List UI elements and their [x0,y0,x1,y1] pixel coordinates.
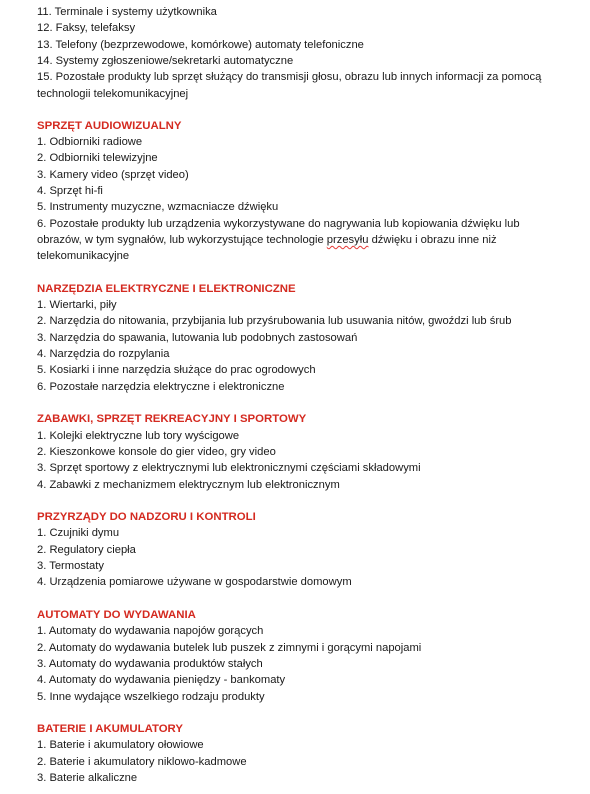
section-heading-monitoring: PRZYRZĄDY DO NADZORU I KONTROLI [37,511,256,523]
list-item: technologii telekomunikacyjnej [37,88,189,100]
list-item: 6. Pozostałe narzędzia elektryczne i elektroniczne [37,381,285,393]
list-item-text: obrazów, w tym sygnałów, lub wykorzystujące technologie [37,234,324,246]
list-item-wrapped [37,232,557,248]
list-item: 6. Pozostałe produkty lub urządzenia wykorzystywane do nagrywania lub kopiowania dźwięku lub [37,218,520,230]
spellcheck-underlined-word: przesyłu [326,234,369,246]
list-item: 3. Automaty do wydawania produktów stałych [37,658,263,670]
list-item: 15. Pozostałe produkty lub sprzęt służący do transmisji głosu, obrazu lub innych informacji za pomocą [37,71,542,83]
list-item: 4. Urządzenia pomiarowe używane w gospodarstwie domowym [37,576,352,588]
list-item: 3. Baterie alkaliczne [37,772,138,784]
list-item: 1. Baterie i akumulatory ołowiowe [37,739,204,751]
list-item: 4. Automaty do wydawania pieniędzy - bankomaty [37,674,286,686]
list-item: telekomunikacyjne [37,250,130,262]
section-heading-vending: AUTOMATY DO WYDAWANIA [37,609,196,621]
list-item: 2. Kieszonkowe konsole do gier video, gry video [37,446,276,458]
list-item: 4. Zabawki z mechanizmem elektrycznym lub elektronicznym [37,479,340,491]
list-item: 1. Kolejki elektryczne lub tory wyścigowe [37,430,240,442]
list-item: 14. Systemy zgłoszeniowe/sekretarki automatyczne [37,55,294,67]
list-item: 3. Kamery video (sprzęt video) [37,169,189,181]
section-heading-toys: ZABAWKI, SPRZĘT REKREACYJNY I SPORTOWY [37,413,307,425]
list-item: 5. Inne wydające wszelkiego rodzaju produkty [37,691,265,703]
list-item: 2. Automaty do wydawania butelek lub puszek z zimnymi i gorącymi napojami [37,642,422,654]
list-item: 2. Baterie i akumulatory niklowo-kadmowe [37,756,247,768]
list-item: 4. Sprzęt hi-fi [37,185,103,197]
list-item: 1. Automaty do wydawania napojów gorących [37,625,264,637]
list-item: 1. Wiertarki, piły [37,299,117,311]
list-item: 3. Termostaty [37,560,104,572]
list-item-text: dźwięku i obrazu inne niż [371,234,497,246]
section-heading-batteries: BATERIE I AKUMULATORY [37,723,183,735]
section-heading-tools: NARZĘDZIA ELEKTRYCZNE I ELEKTRONICZNE [37,283,296,295]
list-item: 2. Regulatory ciepła [37,544,136,556]
list-item: 5. Instrumenty muzyczne, wzmacniacze dźwięku [37,201,279,213]
list-item: 3. Narzędzia do spawania, lutowania lub podobnych zastosowań [37,332,358,344]
list-item: 1. Odbiorniki radiowe [37,136,143,148]
list-item: 2. Narzędzia do nitowania, przybijania lub przyśrubowania lub usuwania nitów, gwoździ lub śrub [37,315,512,327]
list-item: 3. Sprzęt sportowy z elektrycznymi lub elektronicznymi częściami składowymi [37,462,421,474]
list-item: 2. Odbiorniki telewizyjne [37,152,158,164]
list-item: 13. Telefony (bezprzewodowe, komórkowe) automaty telefoniczne [37,39,364,51]
list-item: 4. Narzędzia do rozpylania [37,348,170,360]
section-heading-audiovisual: SPRZĘT AUDIOWIZUALNY [37,120,182,132]
list-item: 11. Terminale i systemy użytkownika [37,6,217,18]
list-item: 1. Czujniki dymu [37,527,120,539]
list-item: 12. Faksy, telefaksy [37,22,136,34]
list-item: 5. Kosiarki i inne narzędzia służące do prac ogrodowych [37,364,316,376]
